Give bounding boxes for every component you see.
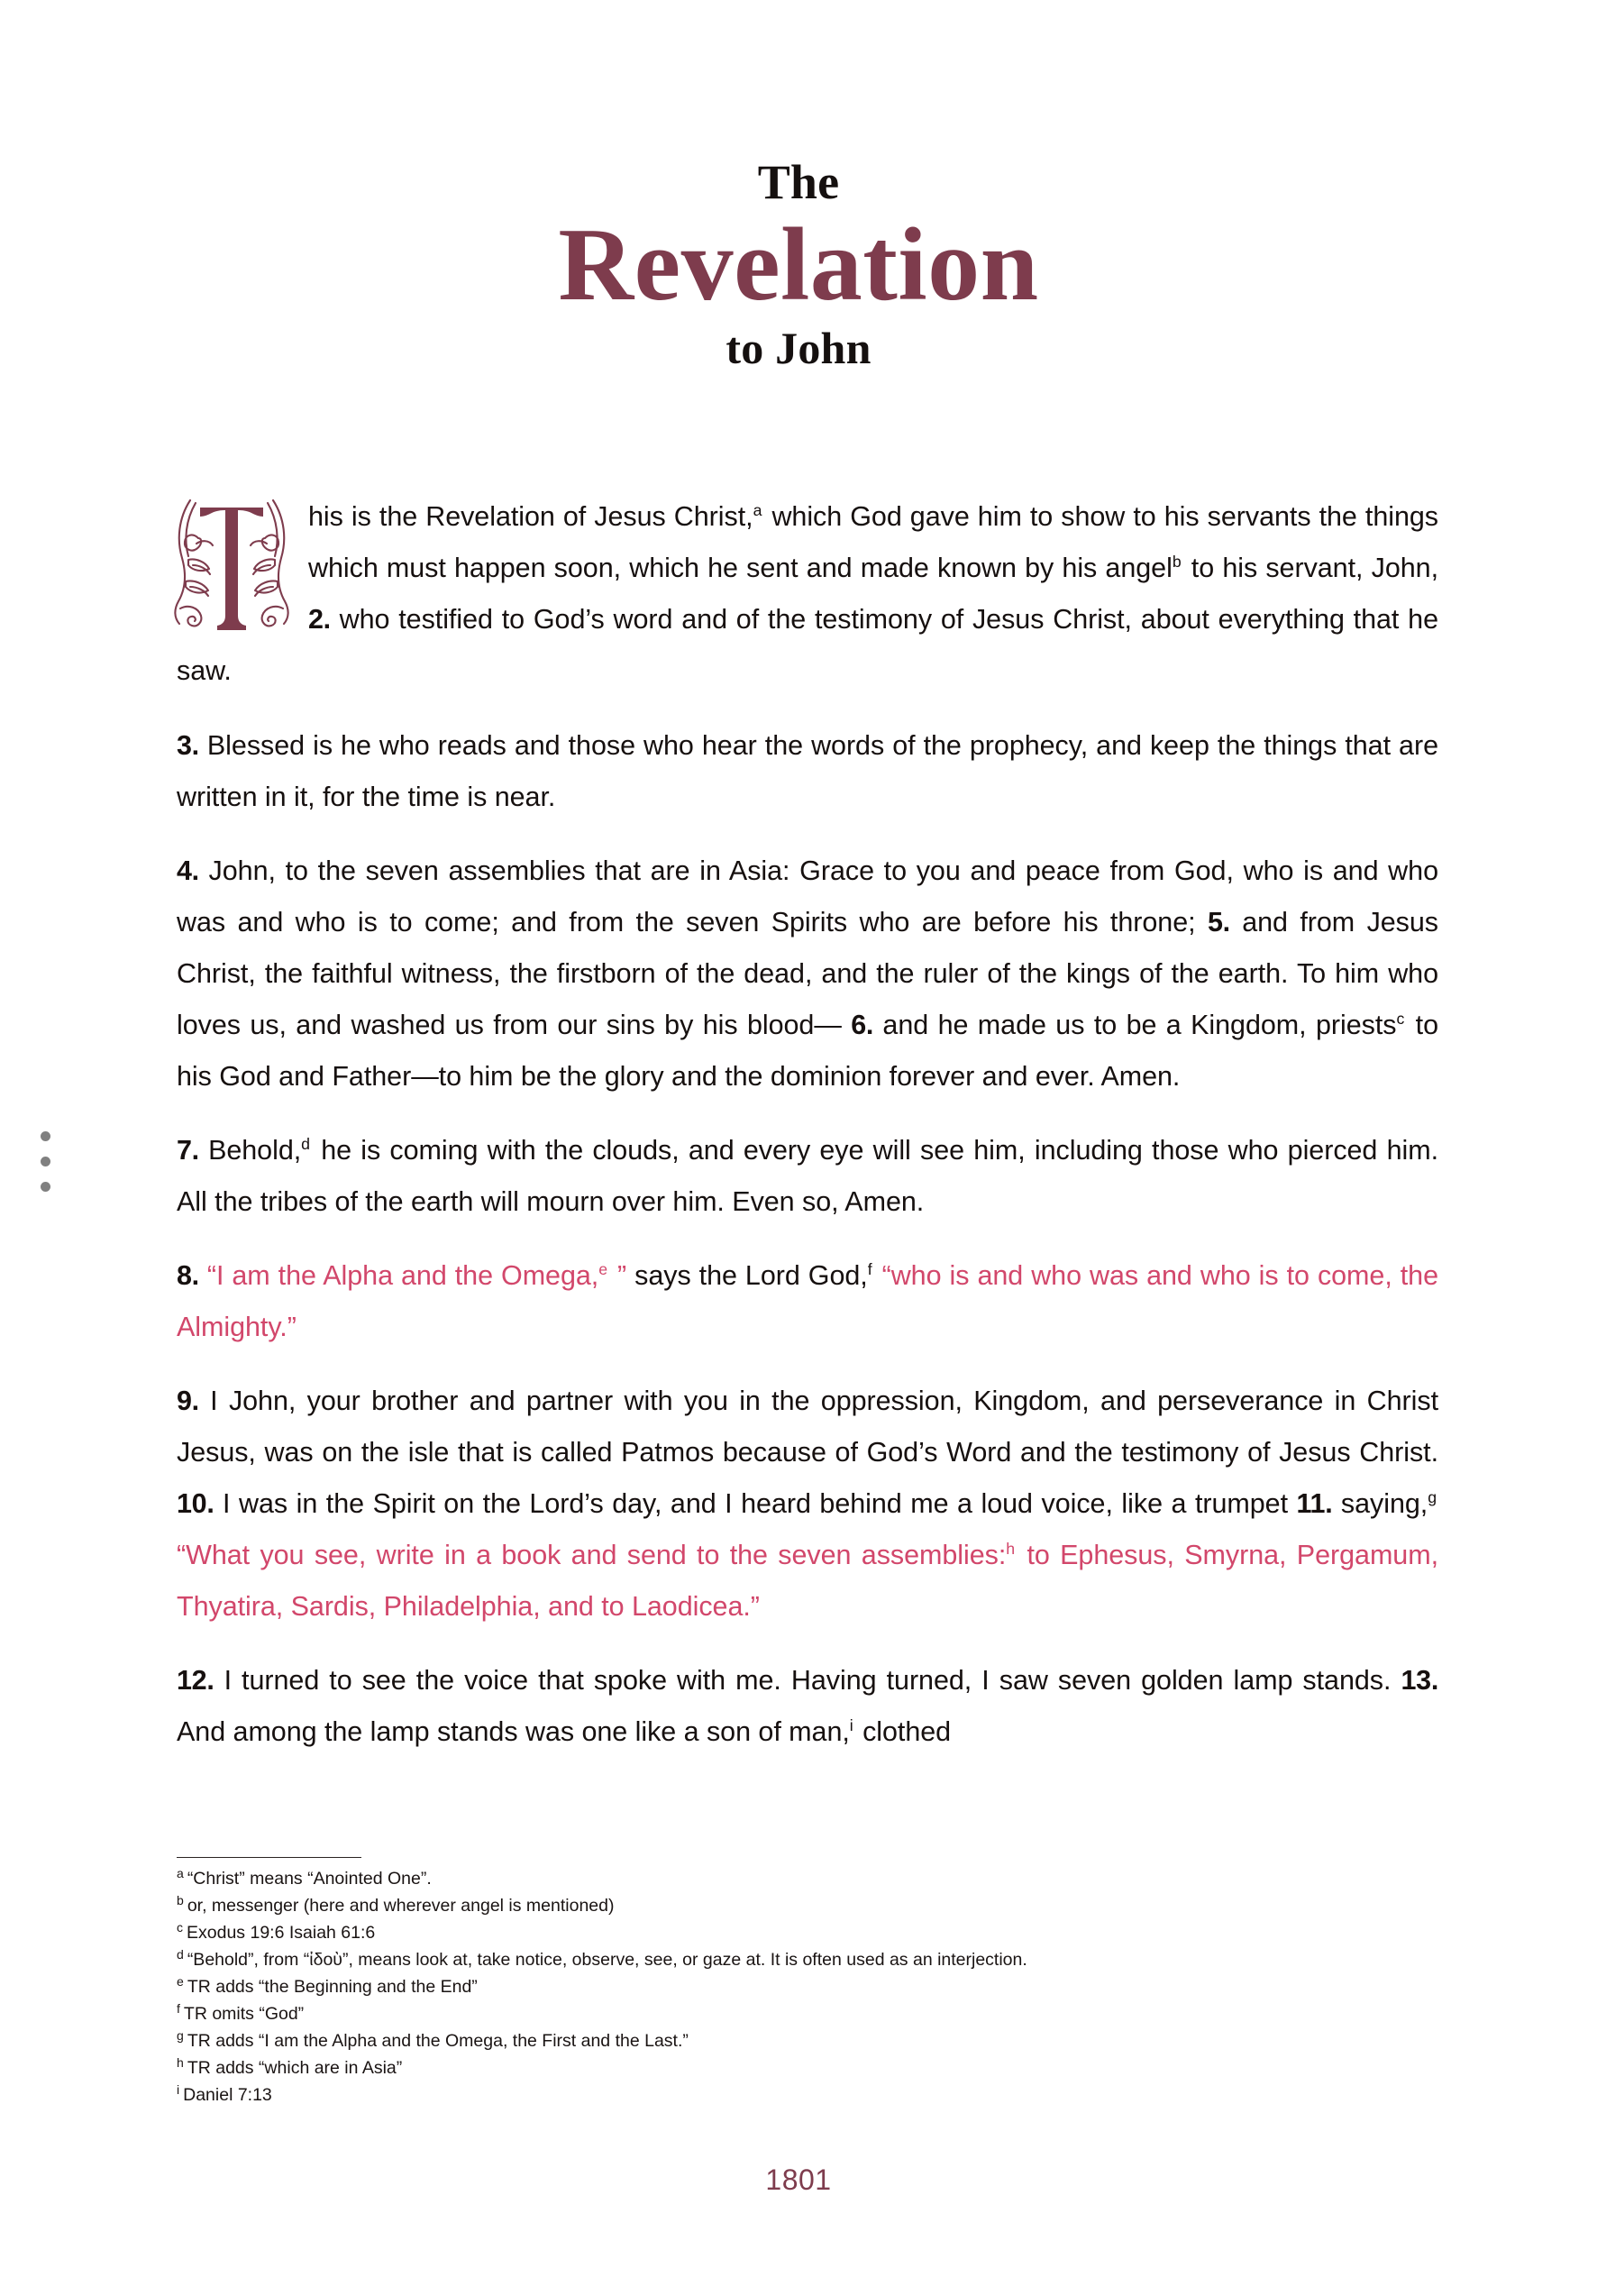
scripture-paragraph (177, 1376, 1438, 1633)
footnote-marker[interactable]: f (867, 1259, 872, 1278)
footnote-item-text: Exodus 19:6 Isaiah 61:6 (187, 1923, 376, 1943)
footnote-item-text: “Behold”, from “ἰδοὺ”, means look at, take notice, observe, see, or gaze at. It is often used as an interjection. (187, 1950, 1027, 1970)
scripture-text: which God gave him to show to his servants the things which must happen soon, which he sent and made known by his angel (308, 501, 1438, 583)
handle-dot (41, 1157, 50, 1166)
verse-number: 11. (1296, 1488, 1333, 1519)
footnote-marker[interactable]: a (753, 500, 762, 519)
scripture-text: and he made us to be a Kingdom, priests (873, 1010, 1397, 1040)
footnote-list (177, 1865, 1456, 2108)
footnote-item (177, 1946, 1456, 1973)
verse-number: 9. (177, 1386, 199, 1416)
scripture-body (177, 491, 1438, 1780)
book-title-block (0, 155, 1597, 374)
scripture-text: his is the Revelation of Jesus Christ, (308, 501, 753, 532)
footnotes-section (177, 1857, 1456, 2108)
scripture-text: and from Jesus Christ, the faithful witness, the firstborn of the dead, and the ruler of the kings of the earth. To him who loves us, and washed us from our sins by his blood— (177, 907, 1438, 1040)
footnote-item-marker: a (177, 1865, 184, 1880)
footnote-source-sigil: TR (187, 1977, 211, 1997)
footnote-item-text: “Christ” means “Anointed One”. (187, 1869, 432, 1889)
scripture-text: Behold, (198, 1135, 302, 1166)
footnote-item-marker: f (177, 2000, 180, 2016)
verse-number: 3. (177, 730, 199, 761)
footnote-item (177, 1865, 1456, 1892)
title-article: The (757, 155, 840, 209)
scripture-text: And among the lamp stands was one like a son of man, (177, 1716, 850, 1747)
footnote-item-text: omits “God” (212, 2004, 305, 2024)
footnote-item (177, 1919, 1456, 1946)
footnote-source-sigil: TR (187, 2031, 211, 2051)
scripture-paragraph (177, 491, 1438, 697)
verse-number: 4. (177, 855, 199, 886)
verse-number: 7. (177, 1135, 199, 1166)
scripture-paragraph (177, 846, 1438, 1102)
scripture-paragraph (177, 1655, 1438, 1758)
dropcap-ornate-t (166, 495, 297, 637)
footnote-marker[interactable]: c (1396, 1009, 1405, 1028)
footnote-marker[interactable]: i (849, 1715, 853, 1734)
scripture-text: to his God and Father—to him be the glory and the dominion forever and ever. Amen. (177, 1010, 1439, 1092)
footnote-source-sigil: TR (187, 2058, 211, 2078)
scripture-text: clothed (854, 1716, 952, 1747)
scripture-text: saying, (1332, 1488, 1428, 1519)
footnote-item-marker: g (177, 2027, 184, 2043)
page-number: 1801 (765, 2163, 832, 2196)
footnote-item (177, 2027, 1456, 2054)
footnote-item-text: Daniel 7:13 (183, 2085, 272, 2105)
footnote-item-marker: d (177, 1946, 184, 1962)
footnote-marker[interactable]: h (1006, 1539, 1016, 1558)
footnote-separator-rule (177, 1857, 361, 1858)
scripture-paragraph (177, 1125, 1438, 1228)
footnote-marker[interactable]: e (598, 1259, 608, 1278)
scripture-text: who testified to God’s word and of the testimony of Jesus Christ, about everything that he saw. (177, 604, 1438, 686)
verse-number: 13. (1401, 1665, 1438, 1696)
footnote-item (177, 2081, 1456, 2108)
footnote-item-text: adds “the Beginning and the End” (215, 1977, 478, 1997)
verse-number: 5. (1207, 907, 1230, 938)
footnote-item-marker: h (177, 2054, 184, 2070)
verse-number: 8. (177, 1260, 199, 1291)
footnote-item (177, 1973, 1456, 2000)
footnote-item (177, 2000, 1456, 2027)
footnote-marker[interactable]: d (301, 1134, 310, 1153)
footnote-item-text: adds “I am the Alpha and the Omega, the First and the Last.” (215, 2031, 689, 2051)
scripture-text: he is coming with the clouds, and every eye will see him, including those who pierced him. All the tribes of the earth will mourn over him. Even so, Amen. (177, 1135, 1438, 1217)
footnote-item-marker: b (177, 1892, 184, 1907)
margin-drag-handle[interactable] (41, 1131, 50, 1192)
footnote-item-marker: i (177, 2081, 180, 2097)
footnote-marker[interactable]: b (1172, 552, 1182, 571)
handle-dot (41, 1131, 50, 1141)
verse-number: 10. (177, 1488, 214, 1519)
footnote-item-marker: e (177, 1973, 184, 1989)
words-of-christ: ” (609, 1260, 627, 1291)
words-of-christ: “I am the Alpha and the Omega, (198, 1260, 599, 1291)
words-of-christ: “who is and who was and who is to come, the Almighty.” (177, 1260, 1439, 1342)
footnote-marker[interactable]: g (1428, 1487, 1437, 1506)
verse-number: 2. (308, 604, 331, 635)
footnote-source-sigil: TR (183, 2004, 207, 2024)
page-title: Revelation (558, 207, 1039, 323)
words-of-christ: to Ephesus, Smyrna, Pergamum, Thyatira, Sardis, Philadelphia, and to Laodicea.” (177, 1540, 1438, 1622)
scripture-text: Blessed is he who reads and those who hear the words of the prophecy, and keep the things that are written in it, for the time is near. (177, 730, 1438, 812)
scripture-text: I was in the Spirit on the Lord’s day, and I heard behind me a loud voice, like a trumpet (214, 1488, 1297, 1519)
scripture-text: I turned to see the voice that spoke with me. Having turned, I saw seven golden lamp stands. (214, 1665, 1401, 1696)
scripture-text: to his servant, John, (1182, 553, 1438, 583)
handle-dot (41, 1182, 50, 1192)
verse-number: 12. (177, 1665, 214, 1696)
scripture-paragraph (177, 1250, 1438, 1353)
words-of-christ: “What you see, write in a book and send to the seven assemblies: (177, 1540, 1007, 1570)
scripture-paragraph (177, 720, 1438, 823)
verse-number: 6. (851, 1010, 874, 1040)
footnote-item (177, 1892, 1456, 1919)
footnote-item-text: or, messenger (here and wherever angel is mentioned) (187, 1896, 615, 1916)
scripture-text: I John, your brother and partner with you in the oppression, Kingdom, and perseverance in Christ Jesus, was on the isle that is called Patmos because of God’s Word and the testimony of Jesus Christ. (177, 1386, 1438, 1468)
footnote-item (177, 2054, 1456, 2081)
title-subtitle: to John (725, 323, 872, 374)
scripture-text: John, to the seven assemblies that are in Asia: Grace to you and peace from God, who is and who was and who is to come; and from the seven Spirits who are before his throne; (177, 855, 1438, 938)
footnote-item-text: adds “which are in Asia” (215, 2058, 403, 2078)
footnote-item-marker: c (177, 1919, 184, 1935)
scripture-text: says the Lord God, (626, 1260, 868, 1291)
